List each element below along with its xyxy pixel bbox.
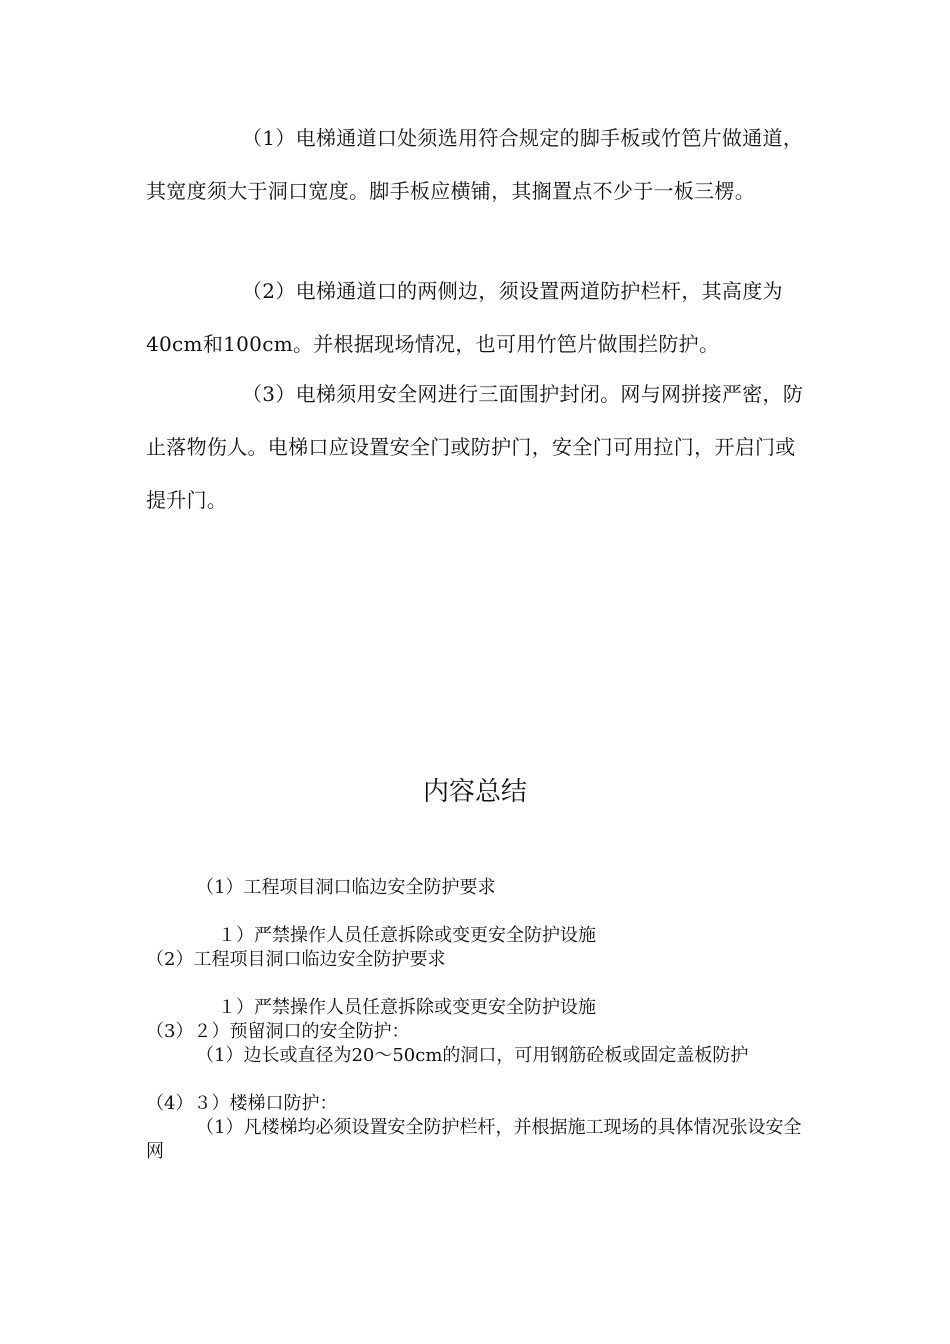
summary-line-3: （2）工程项目洞口临边安全防护要求 bbox=[146, 949, 446, 970]
summary-line-2: １）严禁操作人员任意拆除或变更安全防护设施 bbox=[218, 925, 596, 946]
body-paragraph-2: （2）电梯通道口的两侧边，须设置两道防护栏杆，其高度为40cm和100cm。并根据现场情况，也可用竹笆片做围拦防护。 bbox=[146, 279, 783, 356]
summary-line-7: （4）３）楼梯口防护： bbox=[146, 1093, 338, 1114]
body-paragraph-3: （3）电梯须用安全网进行三面围护封闭。网与网拼接严密，防止落物伤人。电梯口应设置安全门或防护门，安全门可用拉门，开启门或提升门。 bbox=[146, 382, 804, 512]
body-paragraph-1: （1）电梯通道口处须选用符合规定的脚手板或竹笆片做通道，其宽度须大于洞口宽度。脚手板应横铺，其搁置点不少于一板三楞。 bbox=[146, 126, 804, 203]
summary-title: 内容总结 bbox=[422, 777, 527, 807]
summary-line-1: （1）工程项目洞口临边安全防护要求 bbox=[196, 877, 496, 898]
summary-line-4: １）严禁操作人员任意拆除或变更安全防护设施 bbox=[218, 997, 596, 1018]
summary-line-5: （3）２）预留洞口的安全防护： bbox=[146, 1021, 410, 1042]
summary-line-6: （1）边长或直径为20～50cm的洞口，可用钢筋砼板或固定盖板防护 bbox=[196, 1045, 749, 1066]
summary-line-8: （1）凡楼梯均必须设置安全防护栏杆，并根据施工现场的具体情况张设安全网 bbox=[146, 1117, 802, 1162]
